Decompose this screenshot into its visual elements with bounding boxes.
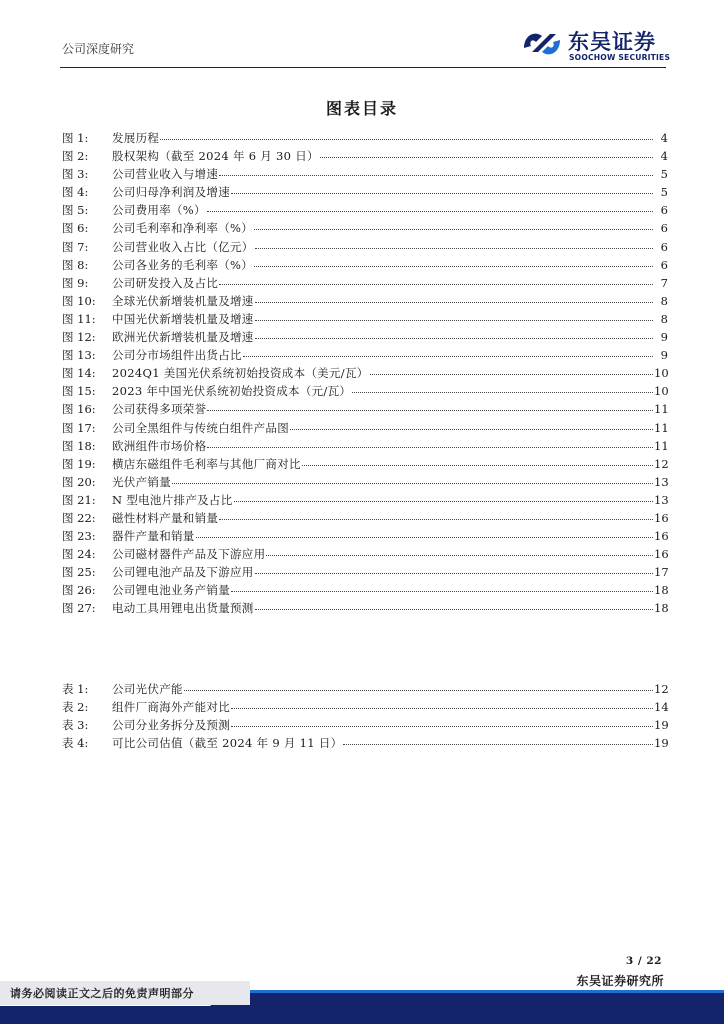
toc-entry-title: 公司光伏产能	[112, 682, 183, 696]
toc-entry[interactable]	[62, 732, 668, 750]
toc-entry-title: 发展历程	[112, 131, 160, 145]
toc-entry-number: 图 8:	[62, 257, 89, 272]
toc-dot-leader	[370, 360, 653, 375]
toc-entry-page: 8	[660, 311, 668, 326]
toc-entry-title: 公司磁材器件产品及下游应用	[112, 547, 266, 562]
toc-entry-page: 6	[660, 221, 668, 236]
toc-entry-title: 横店东磁组件毛利率与其他厂商对比	[112, 456, 301, 471]
toc-entry-page: 18	[654, 601, 669, 616]
toc-entry-title: 磁性材料产量和销量	[112, 510, 219, 525]
footer-institute: 东吴证券研究所	[576, 974, 664, 988]
toc-entry-number: 图 2:	[62, 149, 89, 164]
toc-dot-leader	[255, 559, 653, 574]
toc-dot-leader	[352, 378, 653, 393]
toc-dot-leader	[231, 179, 653, 194]
toc-entry-number: 图 13:	[62, 348, 96, 363]
toc-entry-page: 17	[654, 565, 669, 580]
toc-entry-page: 13	[654, 492, 669, 507]
footer-disclaimer: 请务必阅读正文之后的免责声明部分	[10, 987, 194, 1000]
toc-entry-title: 公司费用率（%）	[112, 203, 206, 218]
toc-dot-leader	[207, 433, 653, 448]
toc-entry-page: 10	[654, 384, 669, 399]
toc-dot-leader	[302, 451, 653, 466]
toc-dot-leader	[207, 396, 653, 411]
toc-entry-number: 图 15:	[62, 384, 96, 399]
toc-entry-number: 图 16:	[62, 402, 96, 417]
toc-dot-leader	[255, 234, 653, 249]
toc-dot-leader	[266, 541, 653, 556]
toc-entry-number: 图 20:	[62, 474, 96, 489]
toc-entry-number: 图 21:	[62, 492, 96, 507]
toc-entry-page: 16	[654, 547, 669, 562]
toc-entry-page: 11	[654, 402, 669, 417]
toc-entry-page: 13	[654, 474, 669, 489]
toc-dot-leader	[255, 306, 653, 321]
logo-name-cn: 东吴证券	[568, 30, 656, 54]
toc-entry-number: 图 12:	[62, 330, 96, 345]
toc-entry-number: 图 19:	[62, 456, 96, 471]
toc-dot-leader	[231, 712, 653, 727]
toc-entry-title: 公司分市场组件出货占比	[112, 348, 242, 363]
toc-entry-page: 10	[654, 366, 669, 381]
toc-dot-leader	[160, 125, 653, 140]
toc-entry-page: 18	[654, 583, 669, 598]
toc-dot-leader	[290, 415, 653, 430]
toc-entry-number: 图 14:	[62, 366, 96, 381]
toc-dot-leader	[254, 215, 653, 230]
soochow-logo-icon	[520, 26, 564, 62]
toc-entry-title: 公司锂电池产品及下游应用	[112, 565, 254, 580]
toc-dot-leader	[343, 730, 653, 745]
toc-entry-page: 16	[654, 529, 669, 544]
toc-entry-title: 公司归母净利润及增速	[112, 185, 230, 200]
header-divider	[60, 67, 666, 68]
toc-dot-leader	[320, 143, 653, 158]
figure-list	[62, 127, 668, 616]
toc-entry-number: 图 27:	[62, 601, 96, 616]
toc-entry-number: 表 2:	[62, 700, 89, 715]
toc-entry-page: 12	[654, 682, 669, 696]
toc-entry-page: 5	[660, 185, 668, 200]
toc-title: 图表目录	[325, 99, 398, 118]
toc-dot-leader	[219, 161, 653, 176]
toc-entry-title: 中国光伏新增装机量及增速	[112, 311, 254, 326]
toc-entry-number: 图 7:	[62, 239, 89, 254]
toc-entry-page: 6	[660, 203, 668, 218]
toc-entry-page: 19	[654, 736, 669, 751]
toc-entry-page: 6	[660, 257, 668, 272]
toc-dot-leader	[254, 252, 653, 267]
toc-dot-leader	[231, 694, 653, 709]
toc-entry-number: 图 9:	[62, 275, 89, 290]
toc-entry-number: 图 3:	[62, 167, 89, 182]
toc-entry-title: 公司毛利率和净利率（%）	[112, 221, 254, 236]
toc-entry-number: 图 17:	[62, 420, 96, 435]
toc-entry-page: 19	[654, 718, 669, 733]
company-logo	[520, 26, 670, 66]
logo-name-en: SOOCHOW SECURITIES	[569, 53, 671, 62]
toc-entry-page: 6	[660, 239, 668, 254]
toc-entry-title: 公司营业收入与增速	[112, 167, 219, 182]
toc-entry-number: 图 1:	[62, 131, 89, 145]
toc-entry-number: 图 6:	[62, 221, 89, 236]
toc-dot-leader	[255, 595, 653, 610]
toc-entry-title: 公司获得多项荣誉	[112, 402, 207, 417]
toc-entry-page: 14	[654, 700, 669, 715]
toc-entry-number: 表 1:	[62, 682, 89, 696]
toc-entry-number: 表 4:	[62, 736, 89, 751]
toc-entry-page: 16	[654, 510, 669, 525]
toc-entry-number: 图 5:	[62, 203, 89, 218]
toc-entry-title: 欧洲组件市场价格	[112, 438, 207, 453]
toc-entry-title: 公司全黑组件与传统白组件产品图	[112, 420, 289, 435]
toc-dot-leader	[243, 342, 653, 357]
toc-entry-title: 组件厂商海外产能对比	[112, 700, 230, 715]
toc-entry-number: 图 26:	[62, 583, 96, 598]
toc-entry-title: N 型电池片排产及占比	[112, 492, 233, 507]
toc-entry-page: 9	[660, 348, 668, 363]
toc-entry[interactable]	[62, 597, 668, 615]
toc-entry-title: 公司研发投入及占比	[112, 275, 219, 290]
toc-entry-title: 光伏产销量	[112, 474, 171, 489]
toc-dot-leader	[231, 577, 653, 592]
toc-entry-page: 11	[654, 438, 669, 453]
toc-entry-number: 图 10:	[62, 293, 96, 308]
toc-entry-number: 表 3:	[62, 718, 89, 733]
table-list	[62, 678, 668, 750]
toc-entry-page: 5	[660, 167, 668, 182]
toc-entry-page: 12	[654, 456, 669, 471]
toc-entry-title: 2024Q1 美国光伏系统初始投资成本（美元/瓦）	[112, 366, 369, 381]
toc-entry-page: 8	[660, 293, 668, 308]
toc-entry-page: 4	[660, 149, 668, 164]
toc-entry-title: 电动工具用锂电出货量预测	[112, 601, 254, 616]
toc-entry-page: 4	[660, 131, 668, 145]
toc-dot-leader	[255, 288, 653, 303]
toc-entry-number: 图 24:	[62, 547, 96, 562]
toc-entry-title: 公司营业收入占比（亿元）	[112, 239, 254, 254]
toc-dot-leader	[219, 505, 653, 520]
toc-entry-page: 7	[660, 275, 668, 290]
page-number: 3 / 22	[625, 955, 662, 967]
toc-entry-title: 2023 年中国光伏系统初始投资成本（元/瓦）	[112, 384, 352, 399]
toc-entry-title: 全球光伏新增装机量及增速	[112, 293, 254, 308]
toc-entry-number: 图 4:	[62, 185, 89, 200]
toc-entry-number: 图 22:	[62, 510, 96, 525]
toc-entry-title: 器件产量和销量	[112, 529, 195, 544]
toc-dot-leader	[219, 270, 653, 285]
toc-entry-title: 公司各业务的毛利率（%）	[112, 257, 254, 272]
toc-dot-leader	[172, 469, 653, 484]
toc-dot-leader	[196, 523, 653, 538]
toc-entry-title: 公司分业务拆分及预测	[112, 718, 230, 733]
toc-entry-number: 图 11:	[62, 311, 96, 326]
toc-dot-leader	[184, 676, 653, 691]
toc-entry-title: 欧洲光伏新增装机量及增速	[112, 330, 254, 345]
section-label: 公司深度研究	[62, 42, 135, 56]
toc-dot-leader	[207, 197, 653, 212]
toc-entry-title: 股权架构（截至 2024 年 6 月 30 日）	[112, 149, 319, 164]
toc-entry-page: 9	[660, 330, 668, 345]
toc-dot-leader	[255, 324, 653, 339]
toc-entry-title: 公司锂电池业务产销量	[112, 583, 230, 598]
toc-entry-number: 图 18:	[62, 438, 96, 453]
toc-dot-leader	[234, 487, 653, 502]
toc-entry-number: 图 23:	[62, 529, 96, 544]
toc-entry-page: 11	[654, 420, 669, 435]
toc-entry-number: 图 25:	[62, 565, 96, 580]
toc-entry-title: 可比公司估值（截至 2024 年 9 月 11 日）	[112, 736, 343, 751]
